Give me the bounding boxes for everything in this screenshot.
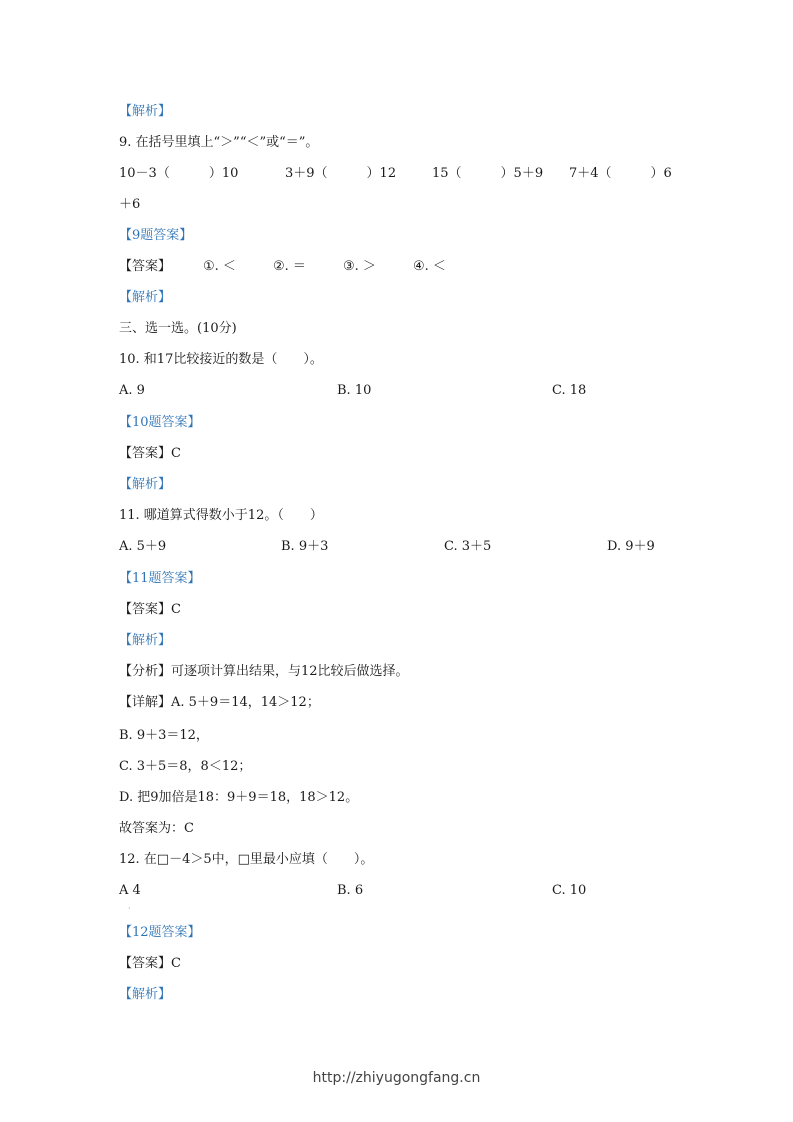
- answer-9-part-4: ④. ＜: [413, 259, 446, 274]
- q9-item-4: 7＋4（ ）6: [569, 166, 672, 181]
- analysis-label: 【解析】: [119, 104, 172, 119]
- question-9-items: [119, 164, 679, 184]
- answer-9: [119, 257, 479, 277]
- conclusion: 故答案为：C: [119, 821, 194, 836]
- analysis-label: 【解析】: [119, 633, 172, 648]
- answer-12: 【答案】C: [119, 956, 181, 971]
- question-11-options: [119, 537, 679, 557]
- question-9-wrap: ＋6: [119, 197, 141, 212]
- analysis-label: 【解析】: [119, 987, 172, 1002]
- question-12-options: [119, 881, 679, 901]
- section-heading: 三、选一选。(10分): [119, 321, 237, 336]
- question-9: 9. 在括号里填上“＞”“＜”或“＝”。: [119, 135, 319, 150]
- answer-heading-12: 【12题答案】: [119, 925, 201, 940]
- detail-line-a: 【详解】A. 5＋9＝14，14＞12；: [119, 695, 320, 710]
- option-b: B. 6: [337, 883, 364, 898]
- answer-heading-9: 【9题答案】: [119, 228, 193, 243]
- stray-mark: ·: [128, 904, 131, 913]
- q9-item-2: 3＋9（ ）12: [285, 166, 397, 181]
- detail-line-d: D. 把9加倍是18：9＋9＝18，18＞12。: [119, 790, 359, 805]
- answer-11: 【答案】C: [119, 602, 181, 617]
- option-c: C. 10: [552, 883, 587, 898]
- option-d: D. 9＋9: [607, 539, 655, 554]
- question-10-options: [119, 381, 679, 401]
- q9-item-3: 15（ ）5＋9: [432, 166, 544, 181]
- option-c: C. 3＋5: [444, 539, 492, 554]
- option-b: B. 10: [337, 383, 372, 398]
- analysis-label: 【解析】: [119, 477, 172, 492]
- detail-line-b: B. 9＋3＝12，: [119, 728, 209, 743]
- answer-10: 【答案】C: [119, 446, 181, 461]
- footer-url: http://zhiyugongfang.cn: [312, 1070, 481, 1086]
- option-a: A 4: [119, 883, 141, 898]
- analysis-text: 【分析】可逐项计算出结果，与12比较后做选择。: [119, 664, 409, 679]
- answer-heading-10: 【10题答案】: [119, 415, 201, 430]
- answer-9-part-2: ②. ＝: [273, 259, 306, 274]
- q9-item-1: 10－3（ ）10: [119, 166, 239, 181]
- analysis-label: 【解析】: [119, 290, 172, 305]
- option-b: B. 9＋3: [281, 539, 329, 554]
- question-10: 10. 和17比较接近的数是（ ）。: [119, 352, 323, 367]
- detail-line-c: C. 3＋5＝8，8＜12；: [119, 759, 252, 774]
- option-a: A. 9: [119, 383, 145, 398]
- option-c: C. 18: [552, 383, 587, 398]
- answer-9-part-1: ①. ＜: [203, 259, 236, 274]
- answer-heading-11: 【11题答案】: [119, 571, 201, 586]
- answer-9-part-3: ③. ＞: [343, 259, 376, 274]
- answer-label: 【答案】: [119, 259, 172, 274]
- question-12: 12. 在□－4＞5中，□里最小应填（ ）。: [119, 852, 374, 867]
- question-11: 11. 哪道算式得数小于12。（ ）: [119, 508, 323, 523]
- option-a: A. 5＋9: [119, 539, 167, 554]
